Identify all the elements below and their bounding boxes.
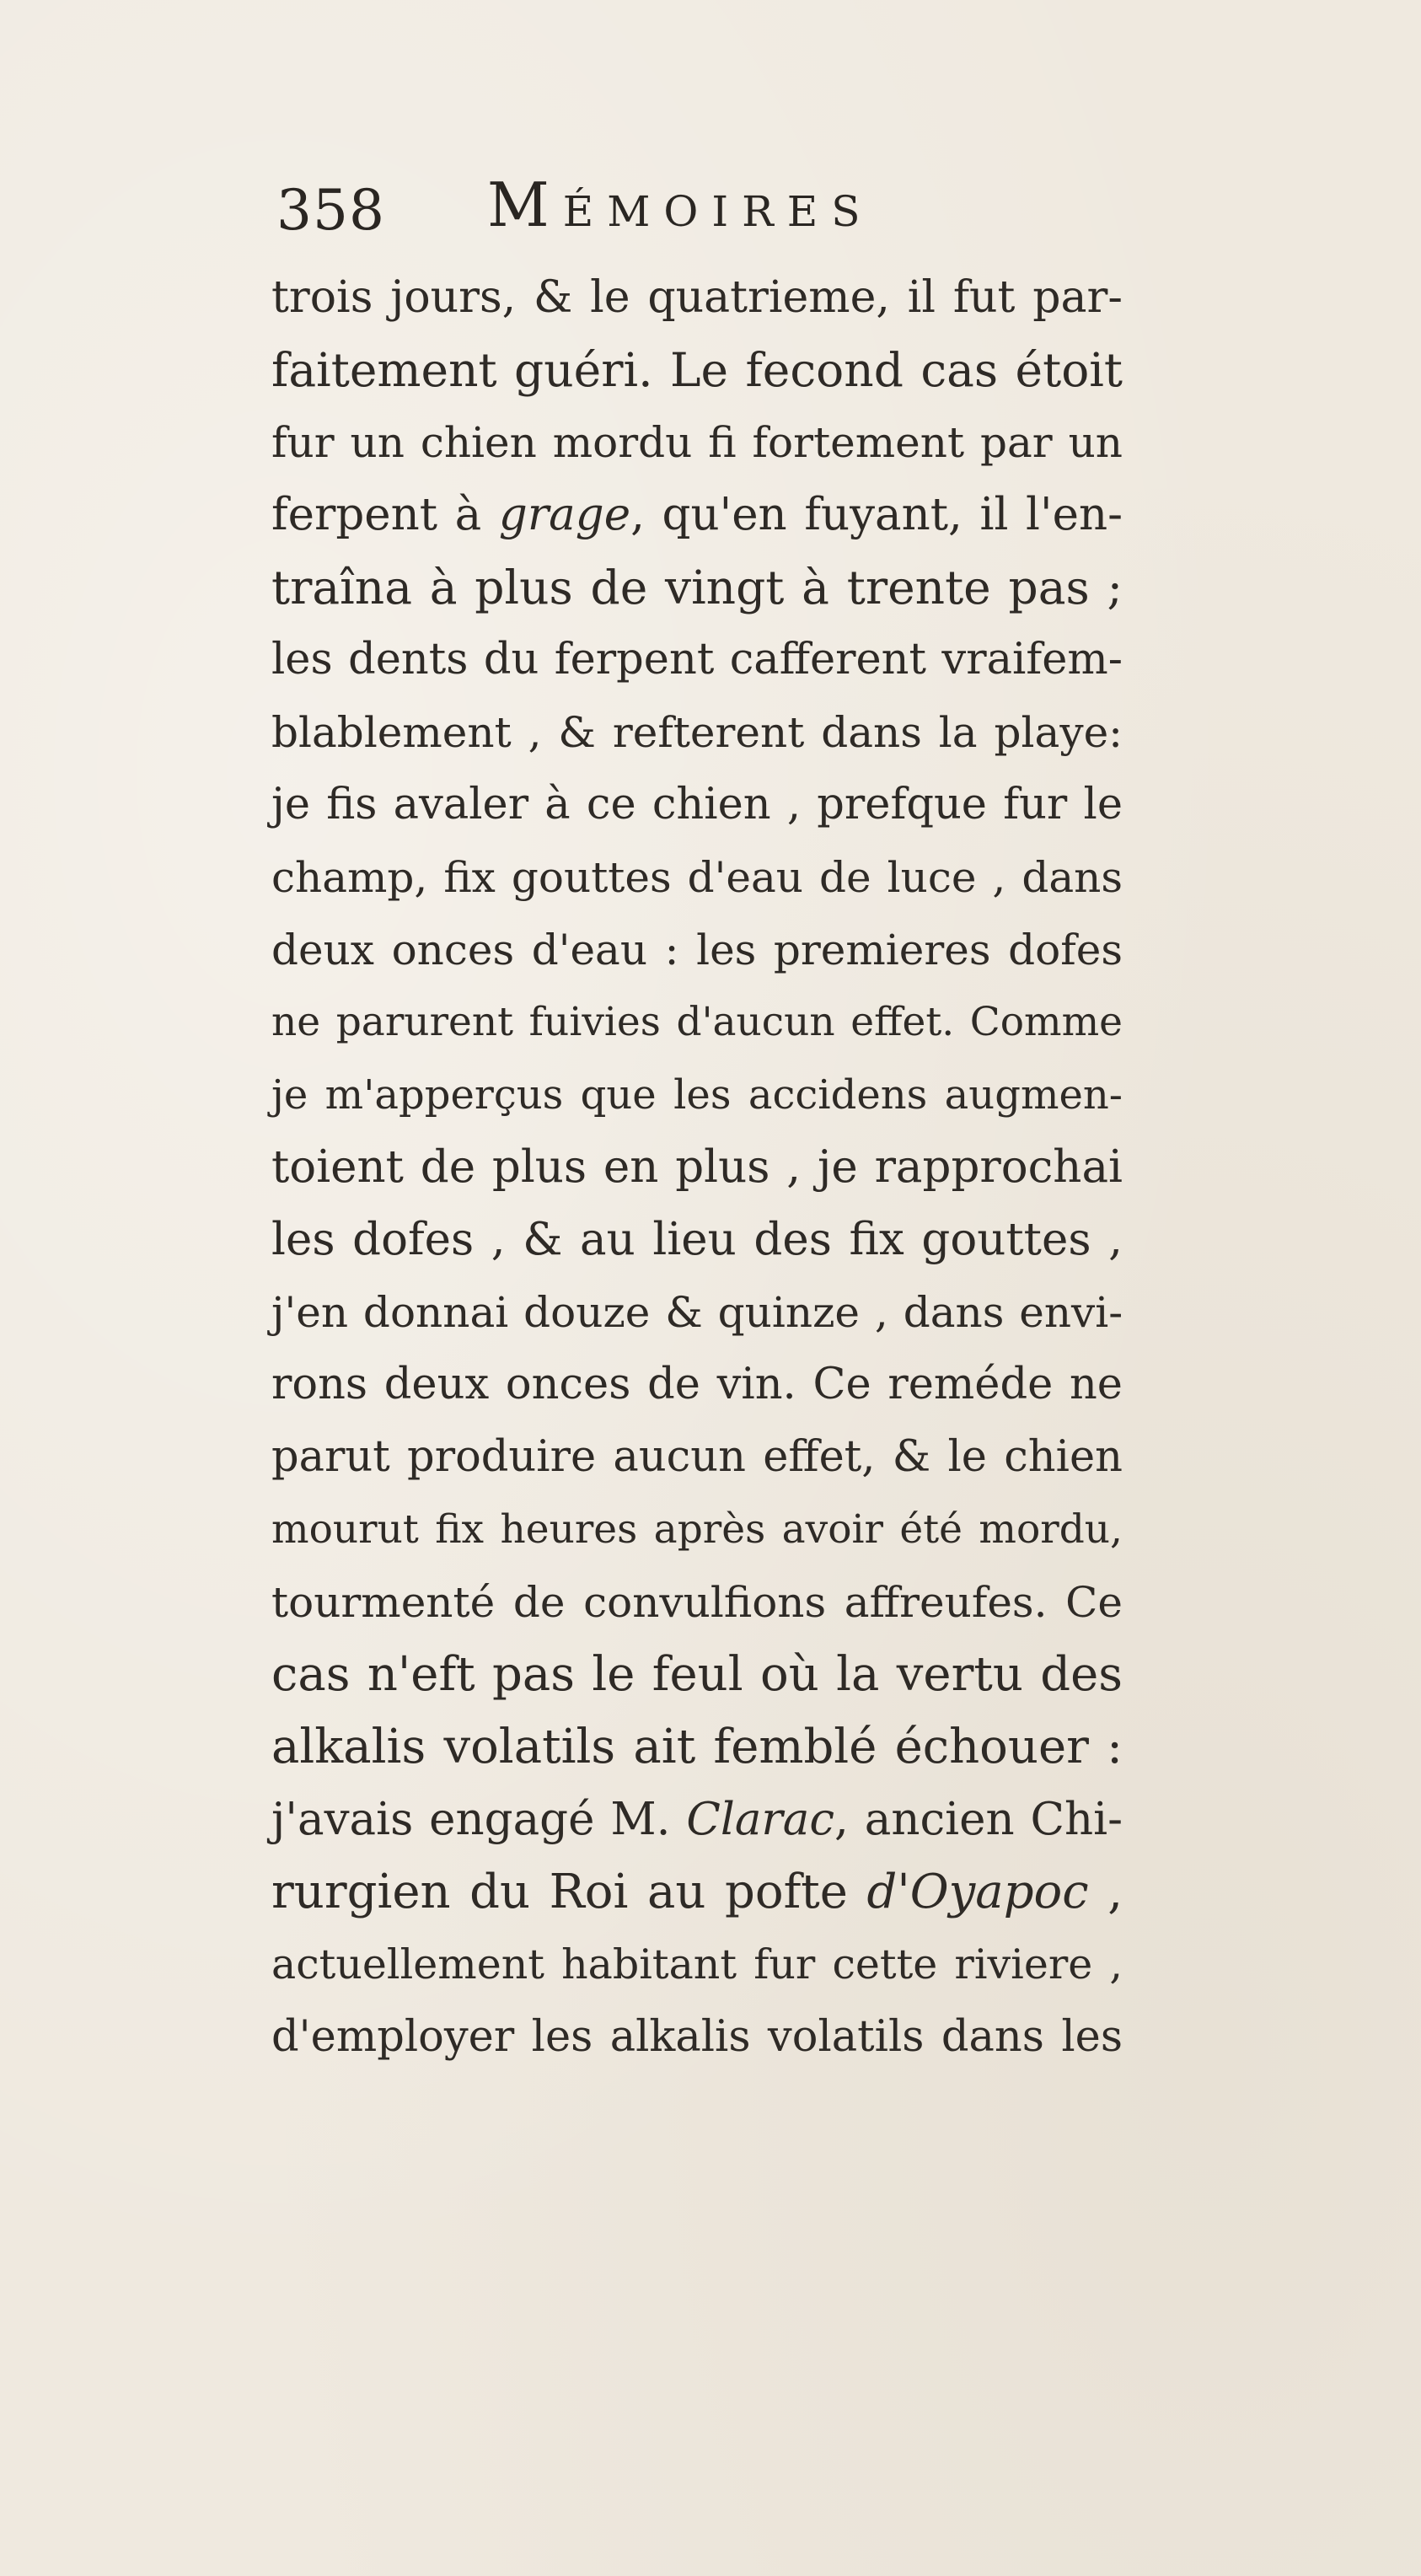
- text-segment: blablement , & refterent dans la playe:: [271, 708, 1123, 757]
- text-segment: cas n'eft pas le feul où la vertu des: [271, 1647, 1123, 1702]
- text-segment: je m'apperçus que les accidens augmen-: [271, 1071, 1123, 1119]
- text-segment: trois jours, & le quatrieme, il fut par-: [271, 272, 1123, 323]
- text-line: [271, 914, 1123, 986]
- text-line: [271, 1784, 1123, 1856]
- text-segment: ne parurent fuivies d'aucun effet. Comme: [271, 999, 1123, 1045]
- text-segment: j'en donnai douze & quinze , dans envi-: [271, 1288, 1123, 1337]
- text-line: [271, 479, 1123, 551]
- text-line: [271, 261, 1123, 334]
- text-line: [271, 1349, 1123, 1421]
- italic-text: grage: [498, 489, 631, 540]
- text-segment: actuellement habitant fur cette riviere ,: [271, 1940, 1123, 1988]
- text-line: [271, 1639, 1123, 1711]
- text-segment: traîna à plus de vingt à trente pas ;: [271, 561, 1123, 614]
- text-segment: je fis avaler à ce chien , prefque fur le: [271, 780, 1123, 829]
- text-segment: faitement guéri. Le fecond cas étoit: [271, 343, 1123, 397]
- text-line: [271, 1856, 1123, 1929]
- text-line: [271, 406, 1123, 479]
- text-segment: les dents du ferpent cafferent vraifem-: [271, 635, 1123, 684]
- text-line: [271, 1929, 1123, 2001]
- text-segment: j'avais engagé M.: [271, 1794, 687, 1845]
- text-segment: champ, fix gouttes d'eau de luce , dans: [271, 853, 1123, 902]
- text-line: [271, 769, 1123, 841]
- text-segment: rurgien du Roi au pofte: [271, 1865, 867, 1919]
- text-segment: alkalis volatils ait femblé échouer :: [271, 1720, 1123, 1774]
- text-segment: les dofes , & au lieu des fix gouttes ,: [271, 1214, 1123, 1265]
- text-line: [271, 696, 1123, 769]
- text-line: [271, 1276, 1123, 1349]
- text-segment: deux onces d'eau : les premieres dofes: [271, 926, 1123, 974]
- text-segment: d'employer les alkalis volatils dans les: [271, 2012, 1123, 2062]
- text-line: [271, 2001, 1123, 2074]
- text-segment: rons deux onces de vin. Ce reméde ne: [271, 1360, 1123, 1409]
- text-line: [271, 841, 1123, 914]
- text-line: [271, 1131, 1123, 1204]
- text-line: [271, 1566, 1123, 1639]
- running-head: Mémoires: [487, 169, 874, 240]
- text-line: [271, 334, 1123, 406]
- text-segment: , ancien Chi-: [834, 1794, 1123, 1845]
- text-segment: mourut fix heures après avoir été mordu,: [271, 1506, 1123, 1553]
- text-line: [271, 551, 1123, 624]
- text-segment: ,: [1088, 1865, 1123, 1919]
- text-segment: toient de plus en plus , je rapprochai: [271, 1141, 1123, 1193]
- page-header: [276, 167, 1119, 243]
- page-number: 358: [276, 178, 385, 243]
- text-line: [271, 986, 1123, 1059]
- text-segment: , qu'en fuyant, il l'en-: [630, 489, 1123, 540]
- text-segment: ferpent à: [271, 489, 499, 540]
- text-segment: fur un chien mordu fi fortement par un: [271, 418, 1123, 467]
- text-line: [271, 624, 1123, 696]
- text-line: [271, 1204, 1123, 1276]
- text-line: [271, 1421, 1123, 1494]
- text-line: [271, 1059, 1123, 1131]
- text-segment: parut produire aucun effet, & le chien: [271, 1432, 1123, 1482]
- text-line: [271, 1494, 1123, 1566]
- text-line: [271, 1711, 1123, 1784]
- text-segment: tourmenté de convulfions affreufes. Ce: [271, 1578, 1123, 1627]
- italic-text: d'Oyapoc: [866, 1865, 1089, 1919]
- italic-text: Clarac: [686, 1794, 835, 1845]
- body-text: [271, 261, 1123, 2074]
